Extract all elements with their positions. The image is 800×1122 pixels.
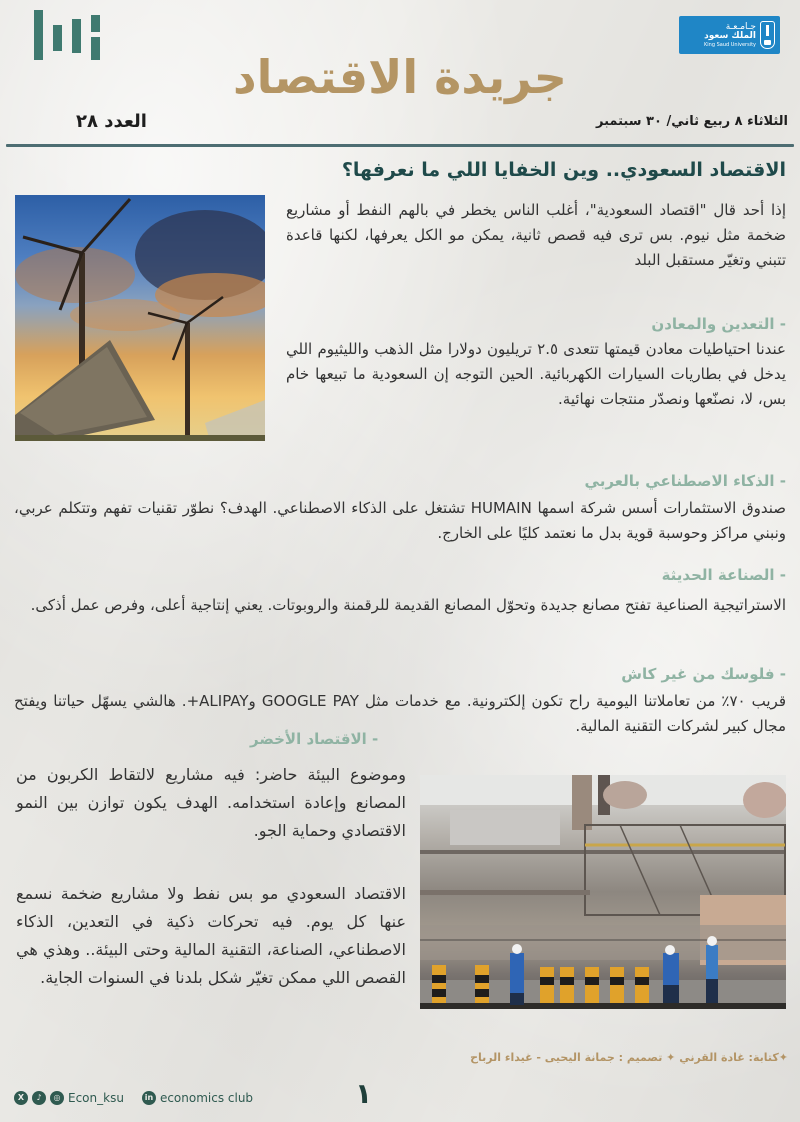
section-heading-industry: - الصناعة الحديثة: [661, 566, 786, 584]
credits-line: ✦كتابة: غادة القرني ✦ تصميم : جمانة اليحيى - غيداء الرباح: [470, 1051, 788, 1064]
tiktok-icon[interactable]: ♪: [32, 1091, 46, 1105]
ksu-logo-arabic-line2: الملك سعود: [704, 30, 756, 41]
king-saud-university-logo: [679, 16, 780, 54]
section-heading-green-economy: - الاقتصاد الأخضر: [250, 730, 379, 748]
linkedin-icon[interactable]: in: [142, 1091, 156, 1105]
ksu-emblem-icon: [760, 21, 775, 49]
industrial-plant-photo: [420, 775, 786, 1009]
ksu-logo-english: King Saud University: [704, 41, 756, 48]
section-heading-ai: - الذكاء الاصطناعي بالعربي: [584, 472, 786, 490]
section-body-cashless: قريب ٧٠٪ من تعاملاتنا اليومية راح تكون إلكترونية. مع خدمات مثل GOOGLE PAY وALIPAY+. هالشي يسهّل حياتنا ويفتح مجال كبير لشركات التقنية المالية.: [14, 692, 787, 735]
x-twitter-icon[interactable]: X: [14, 1091, 28, 1105]
ksu-logo-arabic-line1: جـامـعـة: [725, 21, 756, 32]
newspaper-masthead: جريدة الاقتصاد: [233, 50, 567, 104]
instagram-icon[interactable]: ◎: [50, 1091, 64, 1105]
issue-number: العدد ٢٨: [76, 111, 147, 132]
header-divider: [6, 144, 794, 147]
issue-date: الثلاثاء ٨ ربيع ثاني/ ٣٠ سبتمبر: [596, 114, 788, 129]
social-links: [14, 1091, 253, 1105]
section-heading-mining: - التعدين والمعادن: [651, 315, 786, 333]
article-intro: إذا أحد قال "اقتصاد السعودية"، أغلب الناس يخطر في بالهم النفط أو مشاريع ضخمة مثل نيوم. بس ترى فيه قصص ثانية، يمكن مو الكل يعرفها، لكنها قاعدة تتبني وتغيّر مستقبل البلد: [286, 201, 786, 269]
page-number: ١: [355, 1077, 373, 1110]
social-handle[interactable]: Econ_ksu: [68, 1091, 124, 1105]
section-heading-cashless: - فلوسك من غير كاش: [621, 665, 786, 683]
linkedin-name[interactable]: economics club: [159, 1091, 254, 1105]
article-title: الاقتصاد السعودي.. وين الخفايا اللي ما نعرفها؟: [341, 159, 786, 181]
wind-solar-photo: [15, 195, 265, 441]
section-body-ai: صندوق الاستثمارات أسس شركة اسمها HUMAIN تشتغل على الذكاء الاصطناعي. الهدف؟ نطوّر تقنيات تفهم وتتكلم عربي، ونبني مراكز وحوسبة قوية بدل ما نعتمد كليًا على الخارج.: [14, 499, 786, 542]
section-body-industry: الاستراتيجية الصناعية تفتح مصانع جديدة وتحوّل المصانع القديمة للرقمنة والروبوتات. يعني إنتاجية أعلى، وفرص عمل أذكى.: [30, 596, 786, 614]
article-conclusion: الاقتصاد السعودي مو بس نفط ولا مشاريع ضخمة نسمع عنها كل يوم. فيه تحركات ذكية في التعدين، الذكاء الاصطناعي، الصناعة، التقنية المالية وحتى البيئة.. وهذي هي القصص اللي ممكن تغيّر شكل بلدنا في السنوات الجاية.: [16, 884, 406, 987]
section-body-mining: عندنا احتياطيات معادن قيمتها تتعدى ٢.٥ تريليون دولارا مثل الذهب والليثيوم اللي يدخل في بطاريات السيارات الكهربائية. الحين التوجه إن السعودية ما تبيعها خام بس، لا، نصنّعها ونصدّر منتجات نهائية.: [286, 340, 786, 408]
section-body-green-economy: وموضوع البيئة حاضر: فيه مشاريع لالتقاط الكربون من المصانع وإعادة استخدامه. الهدف يكون توازن بين النمو الاقتصادي وحماية الجو.: [16, 765, 406, 840]
